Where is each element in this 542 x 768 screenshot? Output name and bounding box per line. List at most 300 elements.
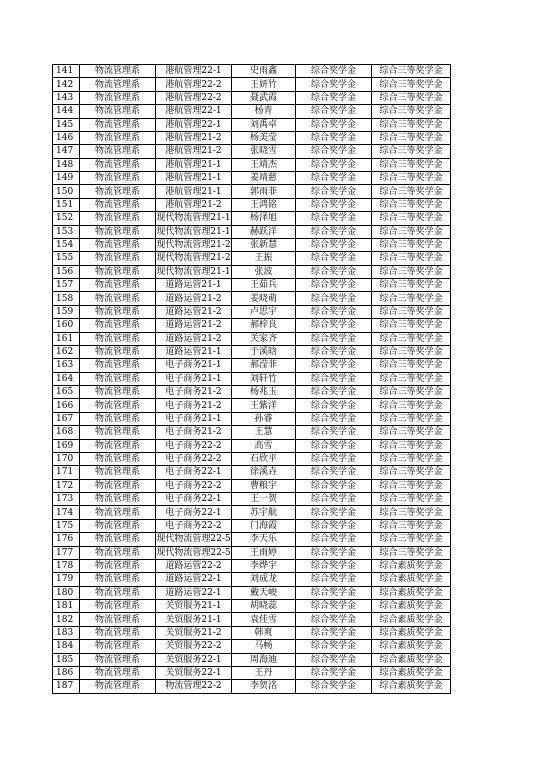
department-cell: 物流管理系 [80, 439, 156, 452]
table-row [53, 640, 451, 653]
department-cell: 物流管理系 [80, 212, 156, 225]
row-number-cell: 170 [53, 452, 80, 465]
student-name-cell: 刘轩竹 [232, 372, 296, 385]
award-type-cell: 综合奖学金 [296, 586, 372, 599]
row-number-cell: 181 [53, 600, 80, 613]
award-level-cell: 综合三等奖学金 [372, 265, 451, 278]
student-name-cell: 郝梓良 [232, 319, 296, 332]
class-cell: 道路运管22-2 [156, 559, 232, 572]
department-cell: 物流管理系 [80, 279, 156, 292]
award-type-cell: 综合奖学金 [296, 519, 372, 532]
table-row [53, 412, 451, 425]
award-type-cell: 综合奖学金 [296, 559, 372, 572]
award-type-cell: 综合奖学金 [296, 666, 372, 679]
award-type-cell: 综合奖学金 [296, 65, 372, 78]
award-type-cell: 综合奖学金 [296, 319, 372, 332]
department-cell: 物流管理系 [80, 332, 156, 345]
award-type-cell: 综合奖学金 [296, 105, 372, 118]
student-name-cell: 戴天峻 [232, 586, 296, 599]
award-level-cell: 综合三等奖学金 [372, 493, 451, 506]
award-level-cell: 综合三等奖学金 [372, 359, 451, 372]
row-number-cell: 172 [53, 479, 80, 492]
class-cell: 道路运管21-1 [156, 345, 232, 358]
award-level-cell: 综合三等奖学金 [372, 172, 451, 185]
department-cell: 物流管理系 [80, 640, 156, 653]
award-type-cell: 综合奖学金 [296, 653, 372, 666]
row-number-cell: 158 [53, 292, 80, 305]
table-row [53, 185, 451, 198]
student-name-cell: 张晓雪 [232, 145, 296, 158]
row-number-cell: 167 [53, 412, 80, 425]
row-number-cell: 164 [53, 372, 80, 385]
class-cell: 港航管理22-2 [156, 91, 232, 104]
class-cell: 现代物流管理21-1 [156, 226, 231, 237]
table-row [53, 319, 451, 332]
award-type-cell: 综合奖学金 [296, 573, 372, 586]
award-level-cell: 综合素质奖学金 [372, 640, 451, 653]
award-level-cell: 综合素质奖学金 [372, 666, 451, 679]
row-number-cell: 157 [53, 279, 80, 292]
department-cell: 物流管理系 [80, 359, 156, 372]
row-number-cell: 162 [53, 345, 80, 358]
student-name-cell: 李贺洺 [232, 680, 296, 693]
award-level-cell: 综合三等奖学金 [372, 91, 451, 104]
award-type-cell: 综合奖学金 [296, 626, 372, 639]
award-level-cell: 综合三等奖学金 [372, 399, 451, 412]
award-type-cell: 综合奖学金 [296, 466, 372, 479]
row-number-cell: 145 [53, 118, 80, 131]
table-row [53, 212, 451, 225]
table-row [53, 506, 451, 519]
department-cell: 物流管理系 [80, 546, 156, 559]
award-level-cell: 综合三等奖学金 [372, 65, 451, 78]
award-level-cell: 综合三等奖学金 [372, 466, 451, 479]
award-type-cell: 综合奖学金 [296, 426, 372, 439]
row-number-cell: 143 [53, 91, 80, 104]
table-row [53, 105, 451, 118]
class-cell: 电子商务22-2 [156, 479, 232, 492]
table-row [53, 559, 451, 572]
award-level-cell: 综合三等奖学金 [372, 426, 451, 439]
student-name-cell: 张波 [232, 265, 296, 278]
class-cell: 道路运管22-1 [156, 586, 232, 599]
award-type-cell: 综合奖学金 [296, 533, 372, 546]
class-cell: 电子商务22-2 [156, 452, 232, 465]
award-type-cell: 综合奖学金 [296, 252, 372, 265]
award-type-cell: 综合奖学金 [296, 506, 372, 519]
student-name-cell: 石欣平 [232, 452, 296, 465]
table-row [53, 292, 451, 305]
class-cell: 电子商务22-1 [156, 493, 232, 506]
class-cell: 电子商务22-2 [156, 519, 232, 532]
class-cell: 现代物流管理21-2 [156, 253, 231, 264]
row-number-cell: 149 [53, 172, 80, 185]
row-number-cell: 151 [53, 198, 80, 211]
row-number-cell: 183 [53, 626, 80, 639]
row-number-cell: 148 [53, 158, 80, 171]
table-row [53, 305, 451, 318]
table-row [53, 399, 451, 412]
row-number-cell: 163 [53, 359, 80, 372]
department-cell: 物流管理系 [80, 466, 156, 479]
student-name-cell: 郭雨菲 [232, 185, 296, 198]
table-row [53, 265, 451, 278]
award-level-cell: 综合三等奖学金 [372, 198, 451, 211]
table-row [53, 359, 451, 372]
award-level-cell: 综合三等奖学金 [372, 225, 451, 238]
table-row [53, 546, 451, 559]
class-cell: 港航管理22-1 [156, 105, 232, 118]
class-cell: 现代物流管理21-2 [156, 240, 231, 251]
table-row [53, 145, 451, 158]
award-type-cell: 综合奖学金 [296, 332, 372, 345]
row-number-cell: 168 [53, 426, 80, 439]
award-type-cell: 综合奖学金 [296, 372, 372, 385]
table-row [53, 466, 451, 479]
student-name-cell: 韩爽 [232, 626, 296, 639]
award-type-cell: 综合奖学金 [296, 78, 372, 91]
award-level-cell: 综合素质奖学金 [372, 626, 451, 639]
student-name-cell: 周海迪 [232, 653, 296, 666]
student-name-cell: 苏宇航 [232, 506, 296, 519]
table-row [53, 666, 451, 679]
department-cell: 物流管理系 [80, 613, 156, 626]
row-number-cell: 185 [53, 653, 80, 666]
department-cell: 物流管理系 [80, 533, 156, 546]
class-cell: 关贸服务22-2 [156, 640, 232, 653]
class-cell: 港航管理21-2 [156, 198, 232, 211]
award-type-cell: 综合奖学金 [296, 198, 372, 211]
row-number-cell: 187 [53, 680, 80, 693]
award-type-cell: 综合奖学金 [296, 546, 372, 559]
class-cell: 电子商务21-2 [156, 399, 232, 412]
award-level-cell: 综合三等奖学金 [372, 546, 451, 559]
student-name-cell: 杨泽旭 [232, 212, 296, 225]
student-name-cell: 王慧 [232, 426, 296, 439]
department-cell: 物流管理系 [80, 586, 156, 599]
class-cell: 关贸服务22-1 [156, 666, 232, 679]
student-name-cell: 孙睿 [232, 412, 296, 425]
award-level-cell: 综合三等奖学金 [372, 145, 451, 158]
student-name-cell: 李天乐 [232, 533, 296, 546]
row-number-cell: 155 [53, 252, 80, 265]
award-type-cell: 综合奖学金 [296, 493, 372, 506]
row-number-cell: 184 [53, 640, 80, 653]
table-row [53, 680, 451, 693]
table-row [53, 345, 451, 358]
table-row [53, 600, 451, 613]
award-level-cell: 综合三等奖学金 [372, 252, 451, 265]
table-row [53, 626, 451, 639]
department-cell: 物流管理系 [80, 493, 156, 506]
student-name-cell: 关家齐 [232, 332, 296, 345]
class-cell: 物流管理22-2 [156, 680, 232, 693]
award-type-cell: 综合奖学金 [296, 386, 372, 399]
table-row [53, 386, 451, 399]
table-row [53, 452, 451, 465]
department-cell: 物流管理系 [80, 626, 156, 639]
student-name-cell: 聂武霞 [232, 91, 296, 104]
student-name-cell: 马畅 [232, 640, 296, 653]
award-type-cell: 综合奖学金 [296, 412, 372, 425]
award-type-cell: 综合奖学金 [296, 212, 372, 225]
student-name-cell: 李烨宇 [232, 559, 296, 572]
award-level-cell: 综合三等奖学金 [372, 372, 451, 385]
department-cell: 物流管理系 [80, 305, 156, 318]
department-cell: 物流管理系 [80, 131, 156, 144]
row-number-cell: 173 [53, 493, 80, 506]
class-cell: 道路运管21-2 [156, 305, 232, 318]
student-name-cell: 刘禹卓 [232, 118, 296, 131]
award-type-cell: 综合奖学金 [296, 613, 372, 626]
award-type-cell: 综合奖学金 [296, 452, 372, 465]
table-row [53, 91, 451, 104]
award-type-cell: 综合奖学金 [296, 91, 372, 104]
award-level-cell: 综合三等奖学金 [372, 439, 451, 452]
award-type-cell: 综合奖学金 [296, 305, 372, 318]
table-body [53, 65, 451, 694]
student-name-cell: 姜晓萌 [232, 292, 296, 305]
class-cell: 道路运管21-2 [156, 292, 232, 305]
student-name-cell: 杨美莹 [232, 131, 296, 144]
class-cell: 电子商务21-2 [156, 386, 232, 399]
class-cell: 关贸服务21-1 [156, 600, 232, 613]
department-cell: 物流管理系 [80, 238, 156, 251]
award-type-cell: 综合奖学金 [296, 158, 372, 171]
class-cell: 电子商务21-1 [156, 412, 232, 425]
class-cell: 关贸服务21-2 [156, 626, 232, 639]
department-cell: 物流管理系 [80, 158, 156, 171]
award-type-cell: 综合奖学金 [296, 225, 372, 238]
award-type-cell: 综合奖学金 [296, 265, 372, 278]
award-type-cell: 综合奖学金 [296, 680, 372, 693]
department-cell: 物流管理系 [80, 345, 156, 358]
table-row [53, 65, 451, 78]
row-number-cell: 161 [53, 332, 80, 345]
row-number-cell: 175 [53, 519, 80, 532]
student-name-cell: 郝滢菲 [232, 359, 296, 372]
award-level-cell: 综合素质奖学金 [372, 573, 451, 586]
award-level-cell: 综合三等奖学金 [372, 292, 451, 305]
student-name-cell: 胡晓蕊 [232, 600, 296, 613]
row-number-cell: 150 [53, 185, 80, 198]
department-cell: 物流管理系 [80, 319, 156, 332]
class-cell: 电子商务21-1 [156, 359, 232, 372]
student-name-cell: 姜靖慈 [232, 172, 296, 185]
department-cell: 物流管理系 [80, 225, 156, 238]
row-number-cell: 147 [53, 145, 80, 158]
department-cell: 物流管理系 [80, 105, 156, 118]
award-level-cell: 综合三等奖学金 [372, 332, 451, 345]
row-number-cell: 160 [53, 319, 80, 332]
award-level-cell: 综合素质奖学金 [372, 653, 451, 666]
class-cell: 电子商务21-1 [156, 372, 232, 385]
award-type-cell: 综合奖学金 [296, 172, 372, 185]
table-row [53, 573, 451, 586]
student-name-cell: 王丹 [232, 666, 296, 679]
class-cell: 道路运管21-2 [156, 319, 232, 332]
award-type-cell: 综合奖学金 [296, 238, 372, 251]
award-type-cell: 综合奖学金 [296, 439, 372, 452]
table-row [53, 439, 451, 452]
student-name-cell: 杨青 [232, 105, 296, 118]
department-cell: 物流管理系 [80, 412, 156, 425]
row-number-cell: 152 [53, 212, 80, 225]
table-row [53, 372, 451, 385]
department-cell: 物流管理系 [80, 573, 156, 586]
award-type-cell: 综合奖学金 [296, 185, 372, 198]
class-cell: 电子商务22-1 [156, 466, 232, 479]
class-cell: 电子商务22-2 [156, 439, 232, 452]
student-name-cell: 王茹兵 [232, 279, 296, 292]
table-row [53, 479, 451, 492]
row-number-cell: 159 [53, 305, 80, 318]
department-cell: 物流管理系 [80, 91, 156, 104]
department-cell: 物流管理系 [80, 452, 156, 465]
award-type-cell: 综合奖学金 [296, 118, 372, 131]
row-number-cell: 153 [53, 225, 80, 238]
row-number-cell: 178 [53, 559, 80, 572]
department-cell: 物流管理系 [80, 185, 156, 198]
award-type-cell: 综合奖学金 [296, 359, 372, 372]
class-cell: 现代物流管理21-1 [156, 213, 231, 224]
department-cell: 物流管理系 [80, 292, 156, 305]
row-number-cell: 154 [53, 238, 80, 251]
student-name-cell: 王鸿铭 [232, 198, 296, 211]
department-cell: 物流管理系 [80, 172, 156, 185]
table-row [53, 172, 451, 185]
award-type-cell: 综合奖学金 [296, 145, 372, 158]
row-number-cell: 174 [53, 506, 80, 519]
award-level-cell: 综合素质奖学金 [372, 559, 451, 572]
row-number-cell: 169 [53, 439, 80, 452]
row-number-cell: 186 [53, 666, 80, 679]
student-name-cell: 王振 [232, 252, 296, 265]
class-cell: 道路运管22-1 [156, 573, 232, 586]
award-level-cell: 综合三等奖学金 [372, 185, 451, 198]
class-cell: 电子商务21-2 [156, 426, 232, 439]
table-row [53, 493, 451, 506]
row-number-cell: 179 [53, 573, 80, 586]
department-cell: 物流管理系 [80, 252, 156, 265]
row-number-cell: 171 [53, 466, 80, 479]
department-cell: 物流管理系 [80, 386, 156, 399]
student-name-cell: 杨兆玉 [232, 386, 296, 399]
student-name-cell: 赫跃洋 [232, 225, 296, 238]
student-name-cell: 王紫洋 [232, 399, 296, 412]
row-number-cell: 166 [53, 399, 80, 412]
award-level-cell: 综合三等奖学金 [372, 105, 451, 118]
award-level-cell: 综合三等奖学金 [372, 238, 451, 251]
department-cell: 物流管理系 [80, 198, 156, 211]
award-type-cell: 综合奖学金 [296, 292, 372, 305]
award-level-cell: 综合三等奖学金 [372, 131, 451, 144]
table-row [53, 533, 451, 546]
table-row [53, 158, 451, 171]
scholarship-table [52, 64, 451, 694]
award-type-cell: 综合奖学金 [296, 345, 372, 358]
class-cell: 道路运管21-2 [156, 332, 232, 345]
table-row [53, 332, 451, 345]
department-cell: 物流管理系 [80, 680, 156, 693]
award-level-cell: 综合三等奖学金 [372, 519, 451, 532]
class-cell: 港航管理21-1 [156, 172, 232, 185]
department-cell: 物流管理系 [80, 78, 156, 91]
class-cell: 港航管理21-2 [156, 145, 232, 158]
award-level-cell: 综合三等奖学金 [372, 412, 451, 425]
department-cell: 物流管理系 [80, 653, 156, 666]
award-level-cell: 综合素质奖学金 [372, 680, 451, 693]
department-cell: 物流管理系 [80, 65, 156, 78]
table-row [53, 586, 451, 599]
award-type-cell: 综合奖学金 [296, 279, 372, 292]
award-type-cell: 综合奖学金 [296, 131, 372, 144]
table-row [53, 426, 451, 439]
row-number-cell: 144 [53, 105, 80, 118]
class-cell: 港航管理22-1 [156, 118, 232, 131]
student-name-cell: 史雨鑫 [232, 65, 296, 78]
row-number-cell: 177 [53, 546, 80, 559]
award-level-cell: 综合三等奖学金 [372, 386, 451, 399]
student-name-cell: 张新慧 [232, 238, 296, 251]
award-level-cell: 综合三等奖学金 [372, 452, 451, 465]
class-cell: 港航管理21-1 [156, 158, 232, 171]
student-name-cell: 曹粮宇 [232, 479, 296, 492]
department-cell: 物流管理系 [80, 118, 156, 131]
student-name-cell: 王雨婷 [232, 546, 296, 559]
table-row [53, 252, 451, 265]
department-cell: 物流管理系 [80, 372, 156, 385]
table-row [53, 198, 451, 211]
award-level-cell: 综合素质奖学金 [372, 600, 451, 613]
student-name-cell: 王靖杰 [232, 158, 296, 171]
award-type-cell: 综合奖学金 [296, 640, 372, 653]
department-cell: 物流管理系 [80, 479, 156, 492]
class-cell: 港航管理21-1 [156, 185, 232, 198]
student-name-cell: 袁佳雪 [232, 613, 296, 626]
table-row [53, 279, 451, 292]
class-cell: 港航管理22-2 [156, 78, 232, 91]
department-cell: 物流管理系 [80, 145, 156, 158]
award-level-cell: 综合三等奖学金 [372, 212, 451, 225]
class-cell: 现代物流管理22-5 [156, 534, 231, 545]
award-type-cell: 综合奖学金 [296, 600, 372, 613]
class-cell: 港航管理21-2 [156, 131, 232, 144]
row-number-cell: 182 [53, 613, 80, 626]
student-name-cell: 徐溪垚 [232, 466, 296, 479]
department-cell: 物流管理系 [80, 426, 156, 439]
department-cell: 物流管理系 [80, 559, 156, 572]
department-cell: 物流管理系 [80, 519, 156, 532]
table-row [53, 118, 451, 131]
award-level-cell: 综合素质奖学金 [372, 613, 451, 626]
class-cell: 现代物流管理22-5 [156, 547, 231, 558]
award-level-cell: 综合三等奖学金 [372, 319, 451, 332]
class-cell: 电子商务22-1 [156, 506, 232, 519]
class-cell: 道路运管21-1 [156, 279, 232, 292]
award-type-cell: 综合奖学金 [296, 399, 372, 412]
row-number-cell: 156 [53, 265, 80, 278]
table-row [53, 131, 451, 144]
row-number-cell: 176 [53, 533, 80, 546]
award-level-cell: 综合三等奖学金 [372, 305, 451, 318]
student-name-cell: 王妍竹 [232, 78, 296, 91]
table-row [53, 225, 451, 238]
table-row [53, 519, 451, 532]
student-name-cell: 卢思宇 [232, 305, 296, 318]
row-number-cell: 146 [53, 131, 80, 144]
department-cell: 物流管理系 [80, 506, 156, 519]
